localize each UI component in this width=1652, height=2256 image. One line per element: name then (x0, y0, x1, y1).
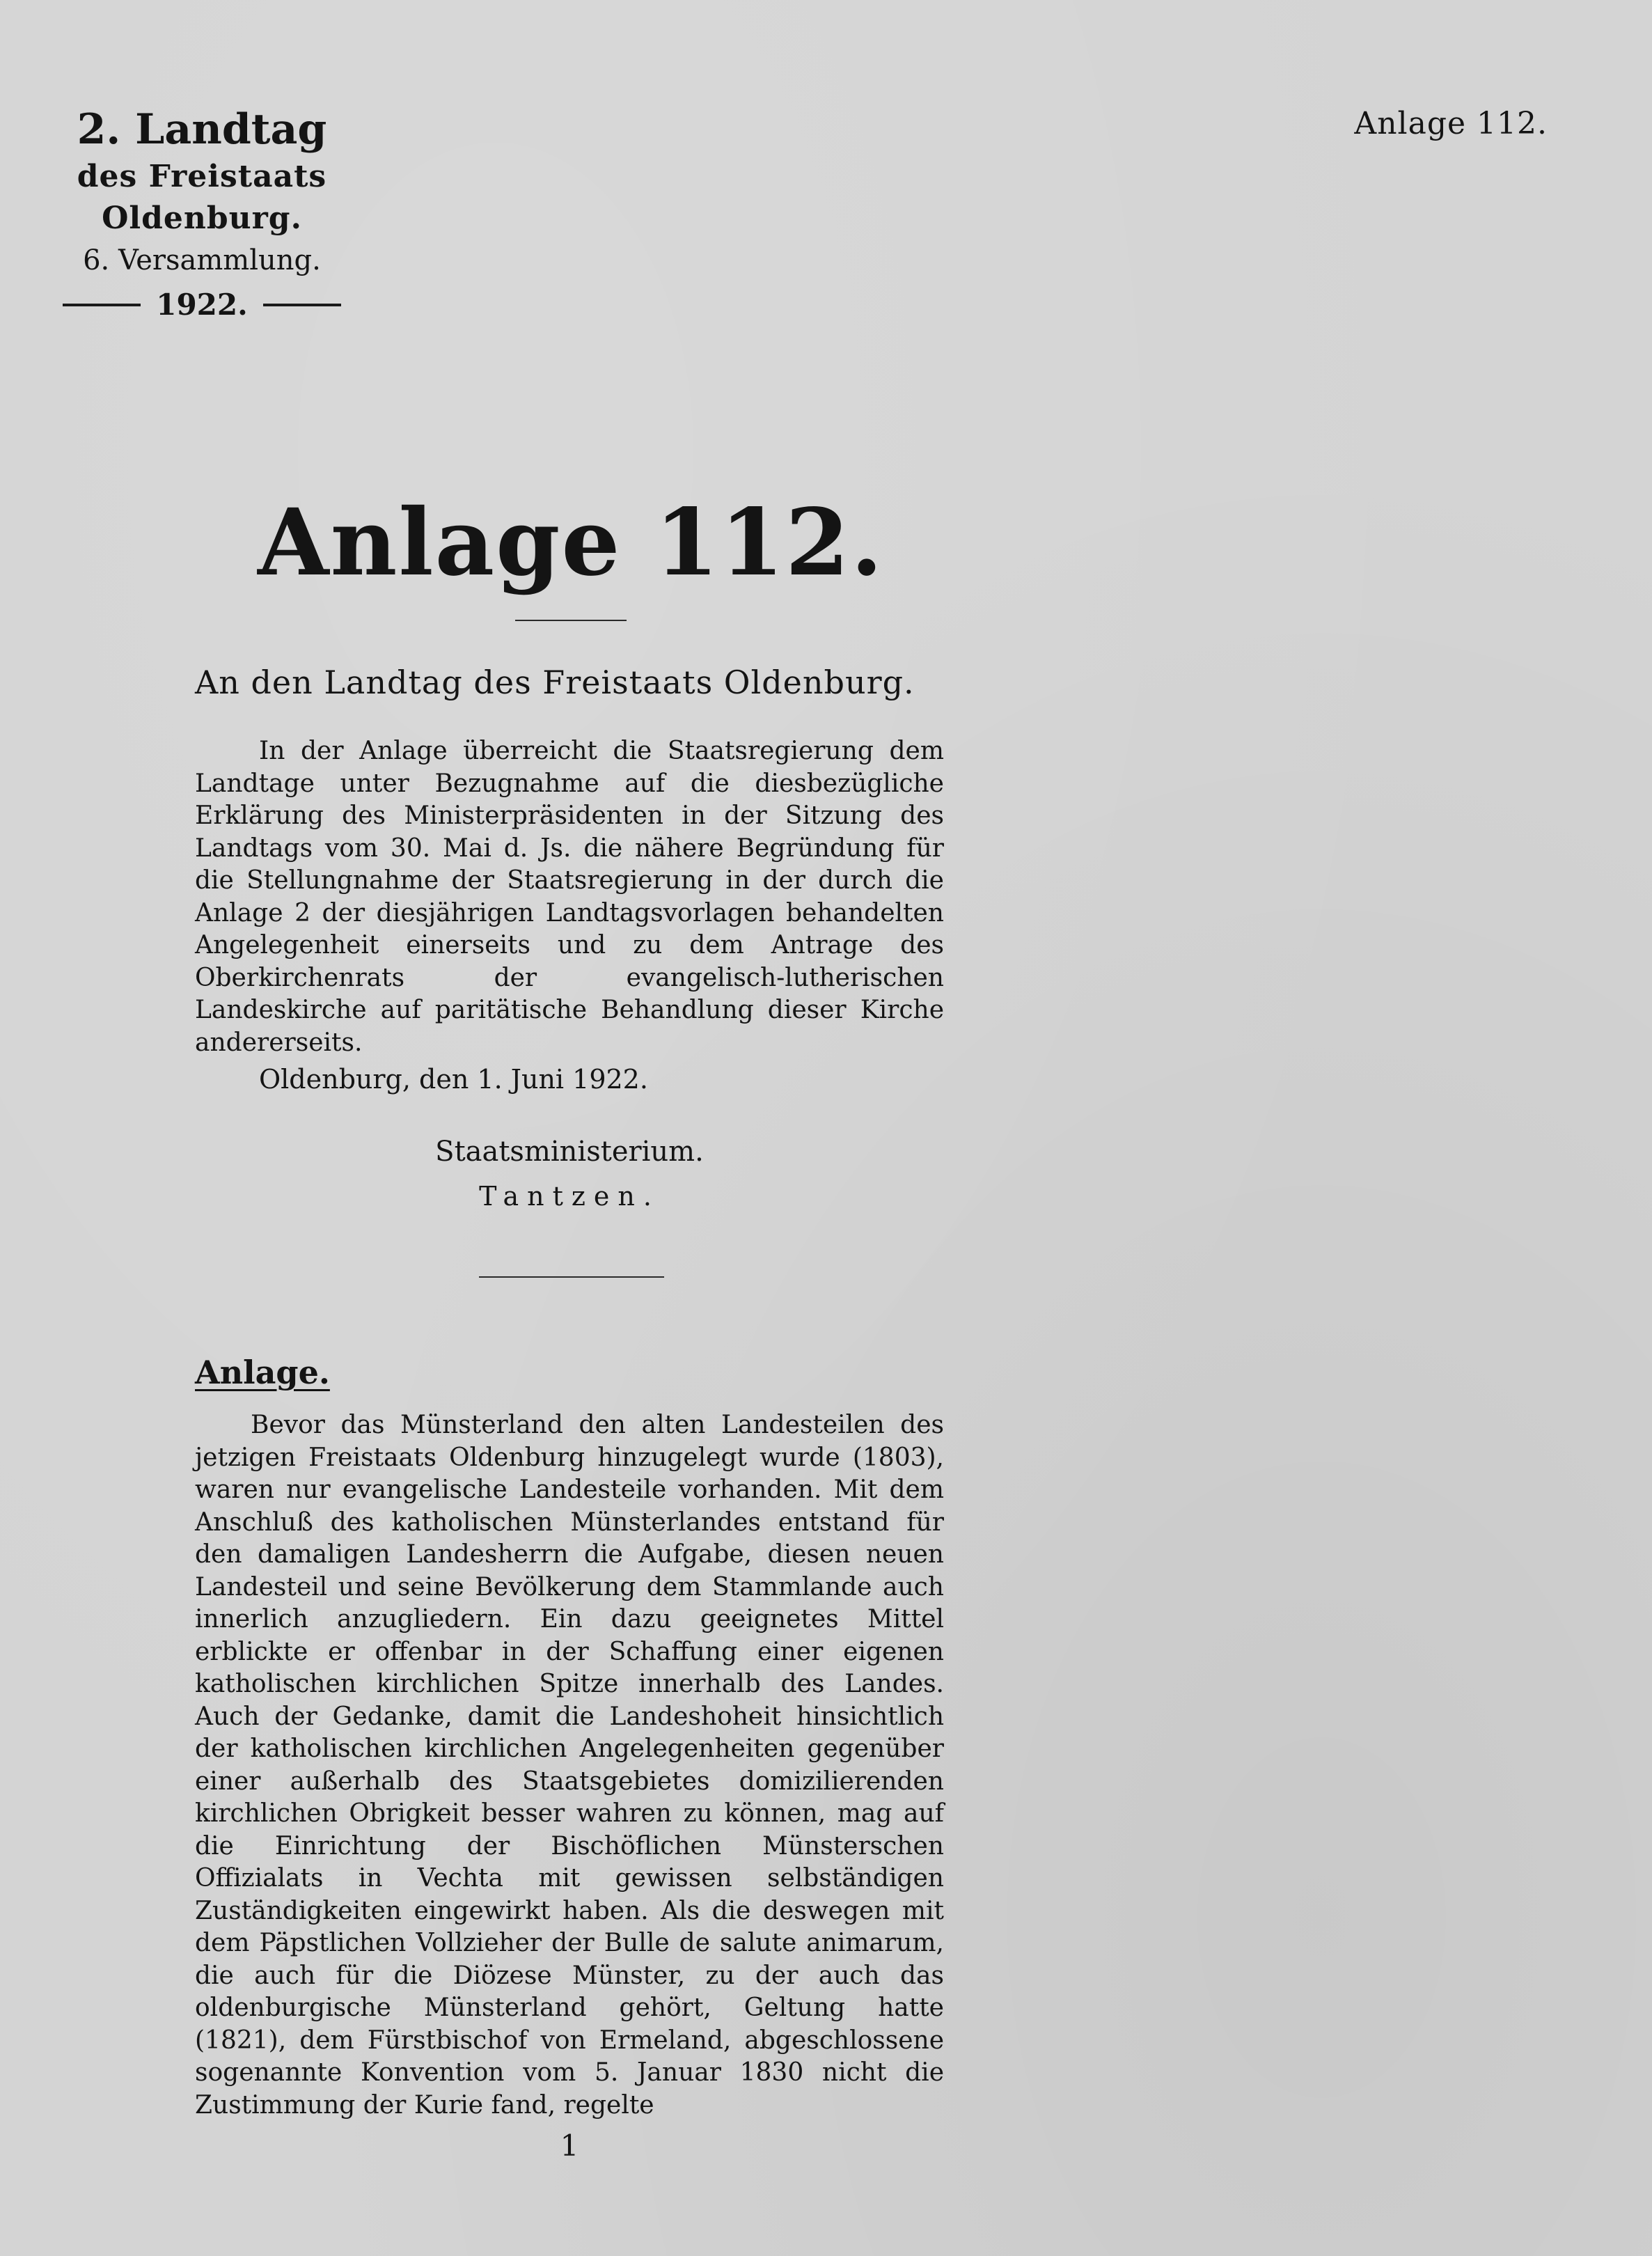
section-heading: Anlage. (195, 1354, 330, 1391)
document-title: Anlage 112. (258, 489, 884, 597)
signature: Tantzen. (479, 1181, 660, 1212)
title-divider (515, 620, 627, 621)
header-freistaat: des Freistaats Oldenburg. (77, 159, 327, 236)
header-year-rule-left (63, 304, 141, 306)
ministry-name: Staatsministerium. (435, 1136, 704, 1168)
header-versammlung: 6. Versammlung. (83, 244, 321, 276)
address-line: An den Landtag des Freistaats Oldenburg. (195, 664, 915, 701)
place-date: Oldenburg, den 1. Juni 1922. (259, 1064, 648, 1095)
body-paragraph: Bevor das Münsterland den alten Landesteilen des jetzigen Freistaats Oldenburg hinzugelegt wurde (1803), waren nur evangelische Landesteile vorhanden. Mit dem Anschluß des katholischen Münsterlandes entstand für den damaligen Landesherrn die Aufgabe, diesen neuen Landesteil und seine Bevölkerung dem Stammlande auch innerlich anzugliedern. Ein dazu geeignetes Mittel erblickte er offenbar in der Schaffung einer eigenen katholischen kirchlichen Spitze innerhalb des Landes. Auch der Gedanke, damit die Landeshoheit hinsichtlich der katholischen kirchlichen Angelegenheiten gegenüber einer außerhalb des Staatsgebietes domizilierenden kirchlichen Obrigkeit besser wahren zu können, mag auf die Einrichtung der Bischöflichen Münsterschen Offizialats in Vechta mit gewissen selbständigen Zuständigkeiten eingewirkt haben. Als die deswegen mit dem Päpstlichen Vollzieher der Bulle de salute animarum, die auch für die Diözese Münster, zu der auch das oldenburgische Münsterland gehört, Geltung hatte (1821), dem Fürstbischof von Ermeland, abgeschlossene sogenannte Konvention vom 5. Januar 1830 nicht die Zustimmung der Kurie fand, regelte (195, 1411, 944, 2120)
page-number: 1 (560, 2129, 579, 2163)
header-landtag: 2. Landtag (77, 105, 327, 154)
section-divider (479, 1276, 664, 1278)
header-year-row (49, 285, 355, 324)
header-year: 1922. (156, 288, 248, 322)
header-year-rule-right (263, 304, 341, 306)
intro-paragraph: In der Anlage überreicht die Staatsregierung dem Landtage unter Bezugnahme auf die diesbezügliche Erklärung des Ministerpräsidenten in der Sitzung des Landtags vom 30. Mai d. Js. die nähere Begründung für die Stellungnahme der Staatsregierung in der durch die Anlage 2 der diesjährigen Landtagsvorlagen behandelten Angelegenheit einerseits und zu dem Antrage des Oberkirchenrats der evangelisch-lutherischen Landeskirche auf paritätische Behandlung dieser Kirche andererseits. (195, 737, 944, 1057)
header-right-anlage: Anlage 112. (1354, 106, 1548, 141)
header-left-block (49, 103, 355, 324)
